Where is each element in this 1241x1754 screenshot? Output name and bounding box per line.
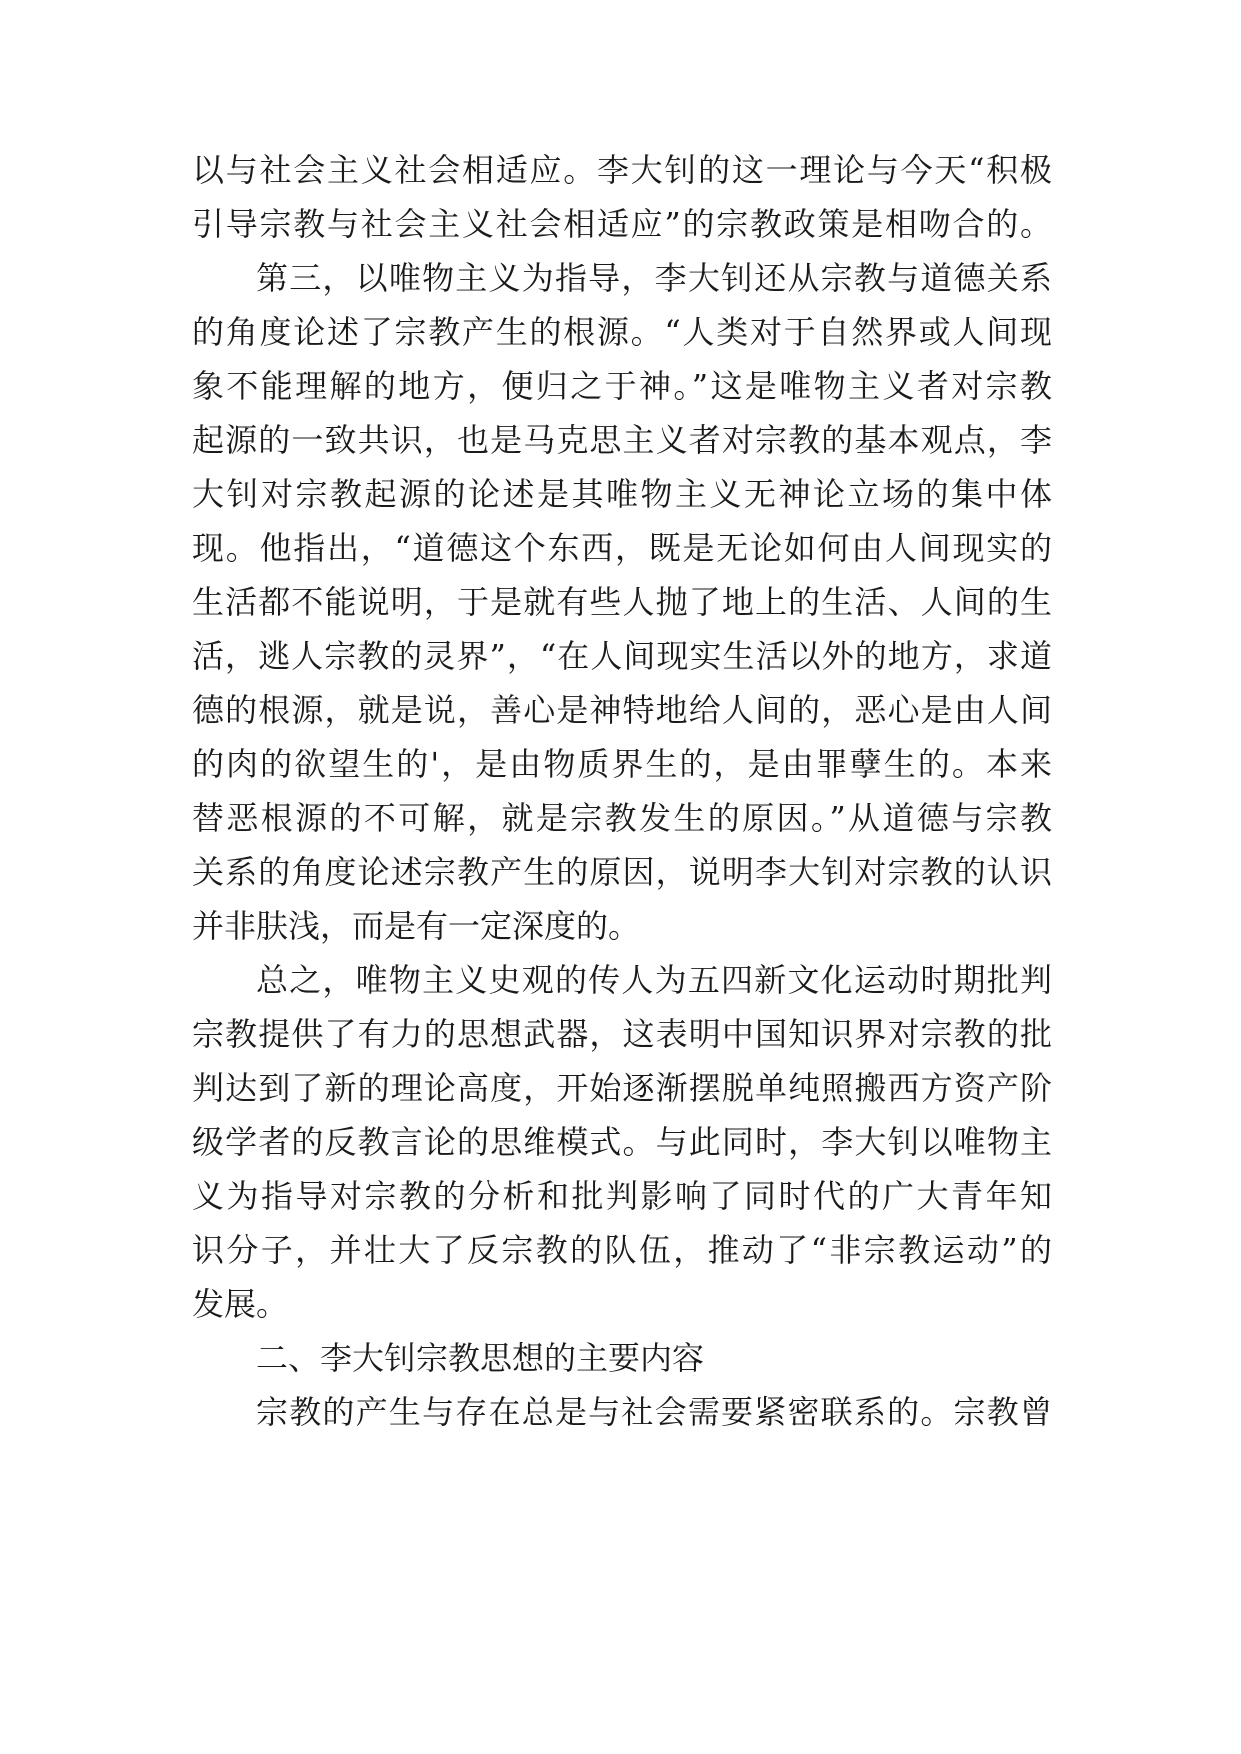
text-line: 起源的一致共识，也是马克思主义者对宗教的基本观点，李 xyxy=(192,421,1052,459)
text-line: 大钊对宗教起源的论述是其唯物主义无神论立场的集中体 xyxy=(192,475,1052,513)
text-line: 判达到了新的理论高度，开始逐渐摆脱单纯照搬西方资产阶 xyxy=(192,1069,1052,1107)
text-line: 现。他指出，“道德这个东西，既是无论如何由人间现实的 xyxy=(192,529,1052,567)
text-line: 的角度论述了宗教产生的根源。“人类对于自然界或人间现 xyxy=(192,313,1052,351)
text-line: 德的根源，就是说，善心是神特地给人间的，恶心是由人间 xyxy=(192,691,1052,729)
text-line: 关系的角度论述宗教产生的原因，说明李大钊对宗教的认识 xyxy=(192,853,1052,891)
text-line: 级学者的反教言论的思维模式。与此同时，李大钊以唯物主 xyxy=(192,1123,1052,1161)
text-line: 宗教提供了有力的思想武器，这表明中国知识界对宗教的批 xyxy=(192,1015,1052,1053)
text-line: 义为指导对宗教的分析和批判影响了同时代的广大青年知 xyxy=(192,1177,1052,1215)
text-line: 生活都不能说明，于是就有些人抛了地上的生活、人间的生 xyxy=(192,583,1052,621)
text-line: 象不能理解的地方，便归之于神。”这是唯物主义者对宗教 xyxy=(192,367,1052,405)
paragraph-first-line: 第三，以唯物主义为指导，李大钊还从宗教与道德关系 xyxy=(256,259,1052,297)
text-line: 替恶根源的不可解，就是宗教发生的原因。”从道德与宗教 xyxy=(192,799,1052,837)
text-line: 活，逃人宗教的灵界”，“在人间现实生活以外的地方，求道 xyxy=(192,637,1052,675)
paragraph-first-line: 总之，唯物主义史观的传人为五四新文化运动时期批判 xyxy=(256,961,1052,999)
text-line: 的肉的欲望生的'，是由物质界生的，是由罪孽生的。本来 xyxy=(192,745,1052,783)
paragraph-first-line: 宗教的产生与存在总是与社会需要紧密联系的。宗教曾 xyxy=(256,1393,1052,1431)
text-line: 引导宗教与社会主义社会相适应”的宗教政策是相吻合的。 xyxy=(192,205,1052,243)
section-heading: 二、李大钊宗教思想的主要内容 xyxy=(256,1339,705,1377)
paragraph-last-line: 并非肤浅，而是有一定深度的。 xyxy=(192,907,641,945)
text-line: 以与社会主义社会相适应。李大钊的这一理论与今天“积极 xyxy=(192,151,1052,189)
paragraph-last-line: 发展。 xyxy=(192,1285,289,1323)
text-line: 识分子，并壮大了反宗教的队伍，推动了“非宗教运动”的 xyxy=(192,1231,1052,1269)
